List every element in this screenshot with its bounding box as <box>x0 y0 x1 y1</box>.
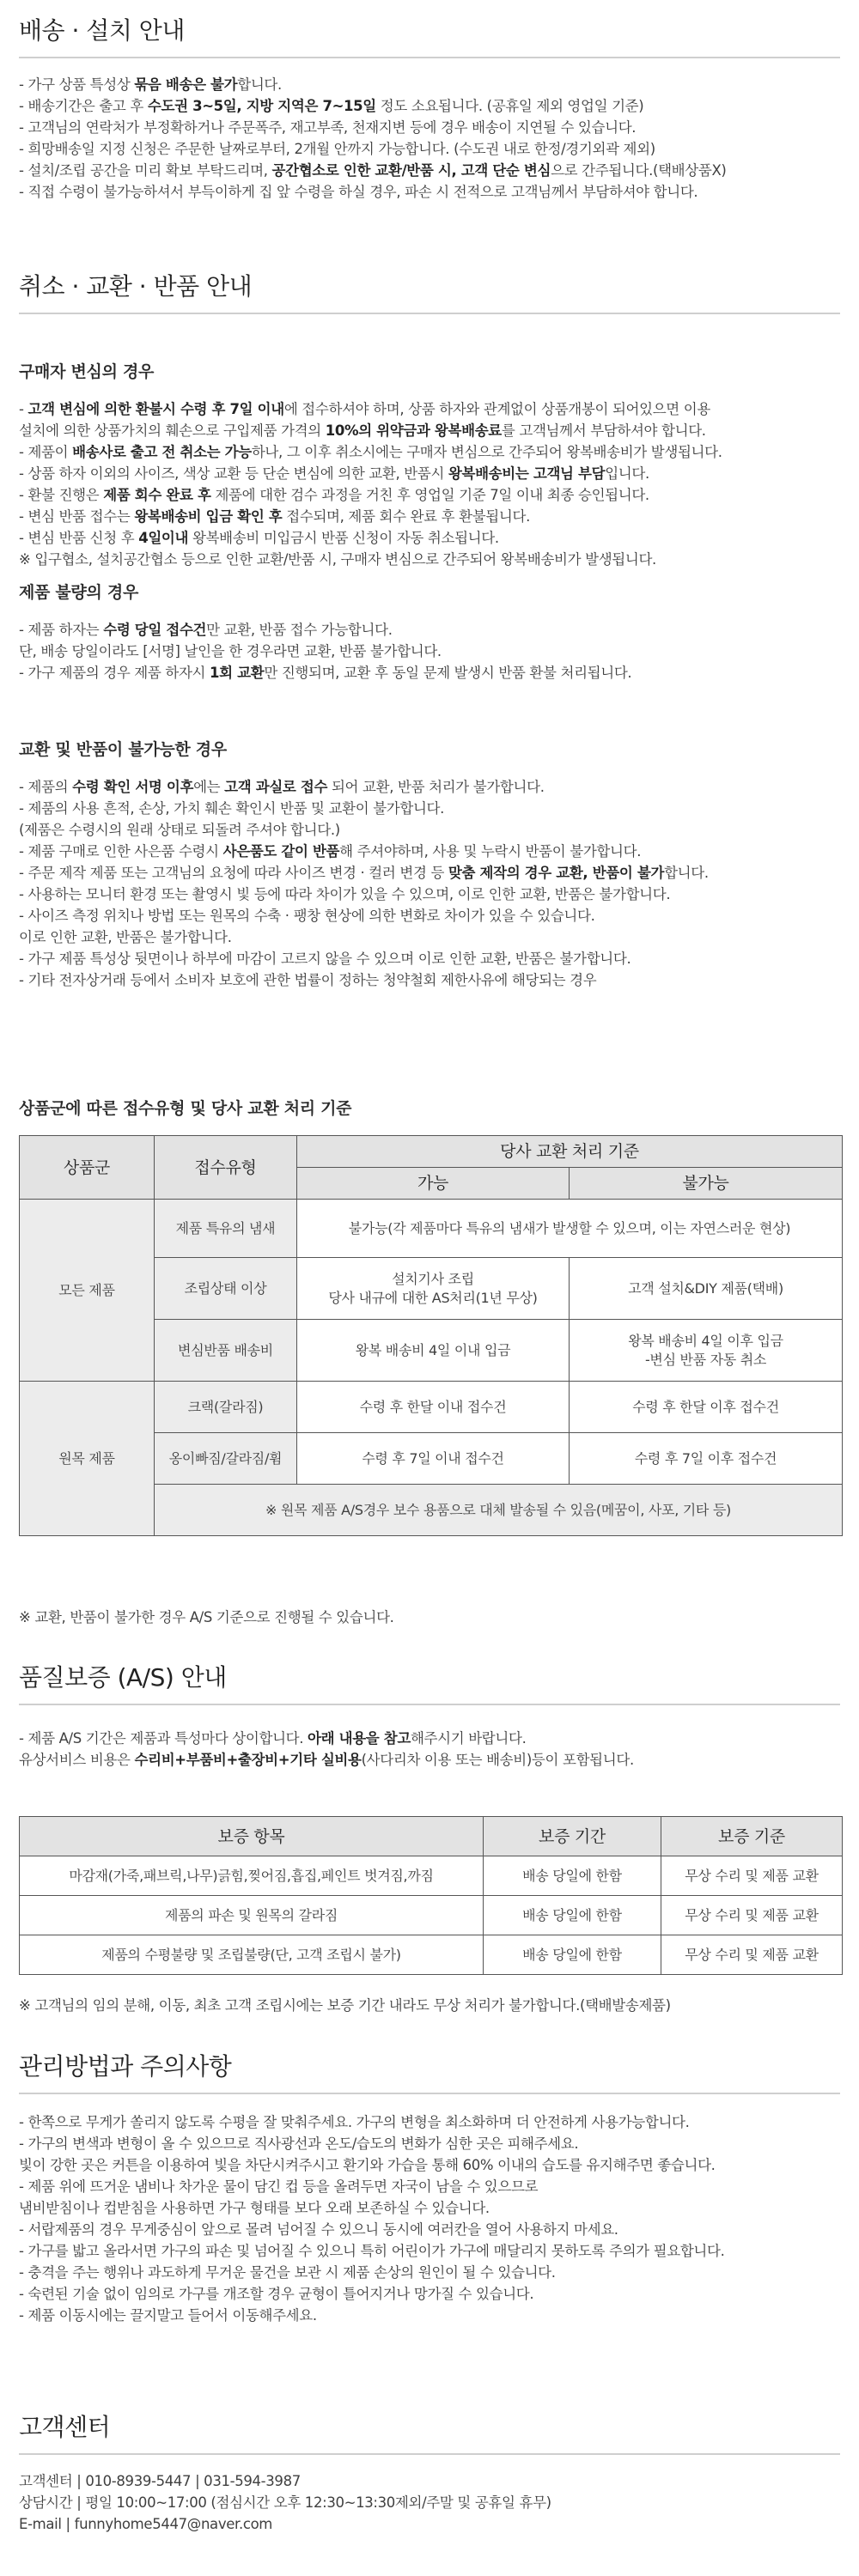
notice-line <box>19 463 840 484</box>
defect-block <box>19 580 840 683</box>
cancel-title: 취소 · 교환 · 반품 안내 <box>19 272 253 301</box>
notice-line <box>19 160 840 181</box>
section-divider <box>19 313 840 314</box>
line-text: 합니다. <box>664 865 709 881</box>
warranty-table-wrap <box>19 1816 840 1975</box>
line-text: - 사용하는 모니터 환경 또는 촬영시 빛 등에 따라 차이가 있을 수 있으며, 이로 인한 교환, 반품은 불가합니다. <box>19 886 671 902</box>
line-text: 정도 소요됩니다. (공휴일 제외 영업일 기준) <box>375 98 644 114</box>
possible-cell: 수령 후 7일 이내 접수건 <box>297 1433 570 1485</box>
impossible-cell <box>570 1320 843 1382</box>
line-text: - 한쪽으로 무게가 쏠리지 않도록 수평을 잘 맞춰주세요. 가구의 변형을 최소화하며 더 안전하게 사용가능합니다. <box>19 2114 690 2130</box>
notice-line <box>19 2283 840 2305</box>
impossible-cell <box>570 1258 843 1320</box>
cell-line: -변심 반품 자동 취소 <box>644 1351 767 1368</box>
cell-line: 왕복 배송비 4일 이내 입금 <box>355 1341 511 1358</box>
line-text: 되어 교환, 반품 처리가 불가합니다. <box>327 779 545 795</box>
line-text: - 상품 하자 이외의 사이즈, 색상 교환 등 단순 변심에 의한 교환, 반품시 <box>19 465 448 482</box>
warranty-period: 배송 당일에 한함 <box>484 1896 661 1935</box>
line-text: 유상서비스 비용은 <box>19 1752 135 1768</box>
line-text: - 제품 이동시에는 끌지말고 들어서 이동해주세요. <box>19 2307 317 2324</box>
line-text: - 희망배송일 지정 신청은 주문한 날짜로부터, 2개월 안까지 가능합니다. (수도권 내로 한정/경기외곽 제외) <box>19 141 655 157</box>
notice-line <box>19 2470 840 2492</box>
line-text: 단, 배송 당일이라도 [서명] 날인을 한 경우라면 교환, 반품 불가합니다. <box>19 643 442 659</box>
emphasis-text: 사은품도 같이 반품 <box>222 843 340 860</box>
col-head-period: 보증 기간 <box>484 1817 661 1856</box>
merged-cell: 불가능(각 제품마다 특유의 냄새가 발생할 수 있으며, 이는 자연스러운 현상) <box>297 1200 843 1258</box>
table-row <box>20 1935 843 1975</box>
line-text: - 제품 A/S 기간은 제품과 특성마다 상이합니다. <box>19 1730 308 1747</box>
line-text: - 제품 위에 뜨거운 냄비나 차가운 물이 담긴 컵 등을 올려두면 자국이 남을 수 있으므로 <box>19 2178 539 2195</box>
impossible-list <box>19 776 840 991</box>
line-text: 입니다. <box>605 465 649 482</box>
cell-line: 설치기사 조립 <box>392 1270 474 1287</box>
line-text: 고객센터 | 010-8939-5447 | 031-594-3987 <box>19 2473 301 2489</box>
notice-line <box>19 2513 840 2535</box>
notice-line <box>19 2176 840 2197</box>
shipping-section <box>19 12 840 203</box>
notice-line <box>19 138 840 160</box>
notice-line <box>19 2133 840 2154</box>
notice-line <box>19 862 840 884</box>
change-mind-title: 구매자 변심의 경우 <box>19 362 155 381</box>
line-text: 이로 인한 교환, 반품은 불가합니다. <box>19 929 232 945</box>
line-text: - 기타 전자상거래 등에서 소비자 보호에 관한 법률이 정하는 청약철회 제한사유에 해당되는 경우 <box>19 972 597 988</box>
line-text: 하나, 그 이후 취소시에는 구매자 변심으로 간주되어 왕복배송비가 발생됩니다. <box>251 444 722 460</box>
care-title: 관리방법과 주의사항 <box>19 2052 232 2081</box>
notice-line <box>19 2111 840 2133</box>
notice-line <box>19 1728 840 1749</box>
line-text: 해 주셔야하며, 사용 및 누락시 반품이 불가합니다. <box>339 843 642 860</box>
col-head-impossible: 불가능 <box>570 1168 843 1200</box>
emphasis-text: 아래 내용을 참고 <box>308 1730 411 1747</box>
table-row <box>20 1896 843 1935</box>
emphasis-text: 배송사로 출고 전 취소는 가능 <box>72 444 252 460</box>
line-text: E-mail | funnyhome5447@naver.com <box>19 2516 273 2532</box>
line-text: 합니다. <box>237 76 282 93</box>
line-text: - 배송기간은 출고 후 <box>19 98 148 114</box>
col-head-item: 보증 항목 <box>20 1817 484 1856</box>
notice-line <box>19 181 840 203</box>
type-cell: 크랙(갈라짐) <box>155 1382 297 1433</box>
line-text: - 가구를 밟고 올라서면 가구의 파손 및 넘어질 수 있으니 특히 어린이가 가구에 매달리지 못하도록 주의가 필요합니다. <box>19 2243 725 2259</box>
shipping-list <box>19 74 840 203</box>
warranty-standard: 무상 수리 및 제품 교환 <box>661 1896 843 1935</box>
warranty-period: 배송 당일에 한함 <box>484 1856 661 1896</box>
notice-line <box>19 948 840 969</box>
emphasis-text: 고객 변심에 의한 환불시 수령 후 7일 이내 <box>27 401 284 417</box>
warranty-period: 배송 당일에 한함 <box>484 1935 661 1975</box>
line-text: 제품에 대한 검수 과정을 거친 후 영업일 기준 7일 이내 최종 승인됩니다. <box>210 487 649 503</box>
notice-line <box>19 927 840 948</box>
care-section <box>19 2048 840 2326</box>
line-text: - 제품이 <box>19 444 73 460</box>
emphasis-text: 공간협소로 인한 교환/반품 시, 고객 단순 변심 <box>271 162 551 179</box>
line-text: 만 진행되며, 교환 후 동일 문제 발생시 반품 환불 처리됩니다. <box>264 665 632 681</box>
policy-block <box>19 1096 840 1119</box>
emphasis-text: 수령 당일 접수건 <box>103 622 207 638</box>
policy-table-wrap <box>19 1135 840 1536</box>
notice-line <box>19 2240 840 2262</box>
line-text: 에는 <box>193 779 225 795</box>
care-list <box>19 2111 840 2326</box>
cs-section <box>19 2409 840 2535</box>
col-head-standard: 당사 교환 처리 기준 <box>297 1136 843 1168</box>
emphasis-text: 맞춤 제작의 경우 교환, 반품이 불가 <box>448 865 665 881</box>
notice-line <box>19 2197 840 2219</box>
col-head-standard: 보증 기준 <box>661 1817 843 1856</box>
type-cell: 변심반품 배송비 <box>155 1320 297 1382</box>
group-all-products: 모든 제품 <box>20 1200 155 1382</box>
emphasis-text: 수령 확인 서명 이후 <box>72 779 194 795</box>
line-text: 왕복배송비 미입금시 반품 신청이 자동 취소됩니다. <box>188 530 499 546</box>
notice-line <box>19 798 840 819</box>
section-divider <box>19 2453 840 2455</box>
emphasis-text: 묶음 배송은 불가 <box>134 76 238 93</box>
notice-line <box>19 549 840 570</box>
line-text: - 가구 상품 특성상 <box>19 76 135 93</box>
line-text: 설치에 의한 상품가치의 훼손으로 구입제품 가격의 <box>19 422 326 439</box>
policy-table <box>19 1135 843 1536</box>
warranty-section <box>19 1659 840 1771</box>
warranty-item: 제품의 파손 및 원목의 갈라짐 <box>20 1896 484 1935</box>
notice-line <box>19 2262 840 2283</box>
col-head-possible: 가능 <box>297 1168 570 1200</box>
table-row <box>20 1200 843 1258</box>
possible-cell <box>297 1320 570 1382</box>
notice-line <box>19 641 840 662</box>
possible-cell: 수령 후 한달 이내 접수건 <box>297 1382 570 1433</box>
policy-table-title: 상품군에 따른 접수유형 및 당사 교환 처리 기준 <box>19 1099 352 1118</box>
notice-line <box>19 1749 840 1771</box>
possible-cell <box>297 1258 570 1320</box>
notice-line <box>19 776 840 798</box>
emphasis-text: 수리비+부품비+출장비+기타 실비용 <box>134 1752 362 1768</box>
line-text: - 제품 하자는 <box>19 622 104 638</box>
warranty-title: 품질보증 (A/S) 안내 <box>19 1663 227 1692</box>
line-text: (사다리차 이용 또는 배송비)등이 포함됩니다. <box>361 1752 634 1768</box>
line-text: - 변심 반품 신청 후 <box>19 530 139 546</box>
notice-line <box>19 117 840 138</box>
notice-line <box>19 95 840 117</box>
warranty-footnote: ※ 고객님의 임의 분해, 이동, 최초 고객 조립시에는 보증 기간 내라도 무상 처리가 불가합니다.(택배발송제품) <box>19 1997 671 2014</box>
impossible-block <box>19 737 840 991</box>
emphasis-text: 10%의 위약금과 왕복배송료 <box>325 422 502 439</box>
notice-line <box>19 441 840 463</box>
impossible-title: 교환 및 반품이 불가능한 경우 <box>19 740 227 759</box>
emphasis-text: 제품 회수 완료 후 <box>103 487 211 503</box>
notice-line <box>19 484 840 506</box>
emphasis-text: 왕복배송비는 고객님 부담 <box>448 465 606 482</box>
change-mind-list <box>19 398 840 570</box>
notice-line <box>19 420 840 441</box>
col-head-type: 접수유형 <box>155 1136 297 1200</box>
emphasis-text: 수도권 3~5일, 지방 지역은 7~15일 <box>147 98 376 114</box>
warranty-standard: 무상 수리 및 제품 교환 <box>661 1856 843 1896</box>
notice-line <box>19 969 840 991</box>
col-head-group: 상품군 <box>20 1136 155 1200</box>
line-text: - 고객님의 연락처가 부정확하거나 주문폭주, 재고부족, 천재지변 등에 경우 배송이 지연될 수 있습니다. <box>19 119 637 136</box>
type-cell: 옹이빠짐/갈라짐/휨 <box>155 1433 297 1485</box>
notice-line <box>19 841 840 862</box>
shipping-title: 배송 · 설치 안내 <box>19 16 185 45</box>
emphasis-text: 4일이내 <box>138 530 189 546</box>
line-text: - 제품 구매로 인한 사은품 수령시 <box>19 843 223 860</box>
type-cell: 제품 특유의 냄새 <box>155 1200 297 1258</box>
notice-line <box>19 662 840 683</box>
cs-title: 고객센터 <box>19 2413 111 2441</box>
line-text: 상담시간 | 평일 10:00~17:00 (점심시간 오후 12:30~13:30제외/주말 및 공휴일 휴무) <box>19 2494 551 2511</box>
line-text: 접수되며, 제품 회수 완료 후 환불됩니다. <box>282 508 530 525</box>
line-text: 냄비받침이나 컵받침을 사용하면 가구 형태를 보다 오래 보존하실 수 있습니다. <box>19 2200 490 2216</box>
warranty-standard: 무상 수리 및 제품 교환 <box>661 1935 843 1975</box>
notice-line <box>19 74 840 95</box>
table-row <box>20 1856 843 1896</box>
line-text: 만 교환, 반품 접수 가능합니다. <box>206 622 393 638</box>
line-text: 빛이 강한 곳은 커튼을 이용하여 빛을 차단시켜주시고 환기와 가습을 통해 60% 이내의 습도를 유지해주면 좋습니다. <box>19 2157 716 2173</box>
table-row <box>20 1382 843 1433</box>
notice-line <box>19 2305 840 2326</box>
emphasis-text: 왕복배송비 입금 확인 후 <box>134 508 283 525</box>
emphasis-text: 1회 교환 <box>210 665 265 681</box>
group-wood-products: 원목 제품 <box>20 1382 155 1536</box>
emphasis-text: 고객 과실로 접수 <box>224 779 328 795</box>
line-text: 으로 간주됩니다.(택배상품X) <box>551 162 727 179</box>
cell-line: 당사 내규에 대한 AS처리(1년 무상) <box>328 1289 538 1306</box>
type-cell: 조립상태 이상 <box>155 1258 297 1320</box>
line-text: 를 고객님께서 부담하셔야 합니다. <box>501 422 706 439</box>
line-text: - 가구 제품 특성상 뒷면이나 하부에 마감이 고르지 않을 수 있으며 이로 인한 교환, 반품은 불가합니다. <box>19 951 631 967</box>
warranty-table <box>19 1816 843 1975</box>
wood-note-cell: ※ 원목 제품 A/S경우 보수 용품으로 대체 발송될 수 있음(메꿈이, 사포, 기타 등) <box>155 1485 843 1536</box>
line-text: - 제품의 사용 흔적, 손상, 가치 훼손 확인시 반품 및 교환이 불가합니다. <box>19 800 445 817</box>
cancel-section <box>19 268 840 314</box>
impossible-cell: 수령 후 7일 이후 접수건 <box>570 1433 843 1485</box>
line-text: - 설치/조립 공간을 미리 확보 부탁드리며, <box>19 162 272 179</box>
notice-line <box>19 884 840 905</box>
line-text: - 직접 수령이 불가능하셔서 부득이하게 집 앞 수령을 하실 경우, 파손 시 전적으로 고객님께서 부담하셔야 합니다. <box>19 184 698 200</box>
line-text: - <box>19 401 28 417</box>
cell-line: 고객 설치&DIY 제품(택배) <box>628 1279 783 1297</box>
line-text: - 사이즈 측정 위치나 방법 또는 원목의 수축 · 팽창 현상에 의한 변화로 차이가 있을 수 있습니다. <box>19 908 595 924</box>
section-divider <box>19 1704 840 1705</box>
defect-title: 제품 불량의 경우 <box>19 583 139 602</box>
line-text: - 변심 반품 접수는 <box>19 508 135 525</box>
line-text: 에 접수하셔야 하며, 상품 하자와 관계없이 상품개봉이 되어있으면 이용 <box>283 401 710 417</box>
line-text: - 환불 진행은 <box>19 487 104 503</box>
notice-line <box>19 819 840 841</box>
line-text: ※ 입구협소, 설치공간협소 등으로 인한 교환/반품 시, 구매자 변심으로 간주되어 왕복배송비가 발생됩니다. <box>19 551 656 568</box>
notice-line <box>19 2219 840 2240</box>
warranty-item: 제품의 수평불량 및 조립불량(단, 고객 조립시 불가) <box>20 1935 484 1975</box>
notice-line <box>19 905 840 927</box>
cs-list <box>19 2470 840 2535</box>
line-text: - 주문 제작 제품 또는 고객님의 요청에 따라 사이즈 변경 · 컬러 변경 등 <box>19 865 448 881</box>
notice-line <box>19 2492 840 2513</box>
impossible-cell: 수령 후 한달 이후 접수건 <box>570 1382 843 1433</box>
line-text: - 충격을 주는 행위나 과도하게 무거운 물건을 보관 시 제품 손상의 원인이 될 수 있습니다. <box>19 2264 556 2281</box>
line-text: - 숙련된 기술 없이 임의로 가구를 개조할 경우 균형이 틀어지거나 망가질 수 있습니다. <box>19 2286 534 2302</box>
notice-line <box>19 506 840 527</box>
section-divider <box>19 2093 840 2094</box>
notice-line <box>19 619 840 641</box>
line-text: - 서랍제품의 경우 무게중심이 앞으로 몰려 넘어질 수 있으니 동시에 여러칸을 열어 사용하지 마세요. <box>19 2221 618 2238</box>
line-text: 해주시기 바랍니다. <box>410 1730 527 1747</box>
notice-line <box>19 2154 840 2176</box>
defect-list <box>19 619 840 683</box>
warranty-item: 마감재(가죽,패브릭,나무)긁힘,찢어짐,흡집,페인트 벗겨짐,까짐 <box>20 1856 484 1896</box>
notice-line <box>19 527 840 549</box>
line-text: (제품은 수령시의 원래 상태로 되돌려 주셔야 합니다.) <box>19 822 340 838</box>
cell-line: 왕복 배송비 4일 이후 입금 <box>628 1332 783 1349</box>
line-text: - 가구의 변색과 변형이 올 수 있으므로 직사광선과 온도/습도의 변화가 심한 곳은 피해주세요. <box>19 2136 579 2152</box>
line-text: - 가구 제품의 경우 제품 하자시 <box>19 665 210 681</box>
line-text: - 제품의 <box>19 779 73 795</box>
change-mind-block <box>19 359 840 570</box>
notice-line <box>19 398 840 420</box>
policy-footnote: ※ 교환, 반품이 불가한 경우 A/S 기준으로 진행될 수 있습니다. <box>19 1609 394 1625</box>
warranty-list <box>19 1728 840 1771</box>
section-divider <box>19 57 840 58</box>
